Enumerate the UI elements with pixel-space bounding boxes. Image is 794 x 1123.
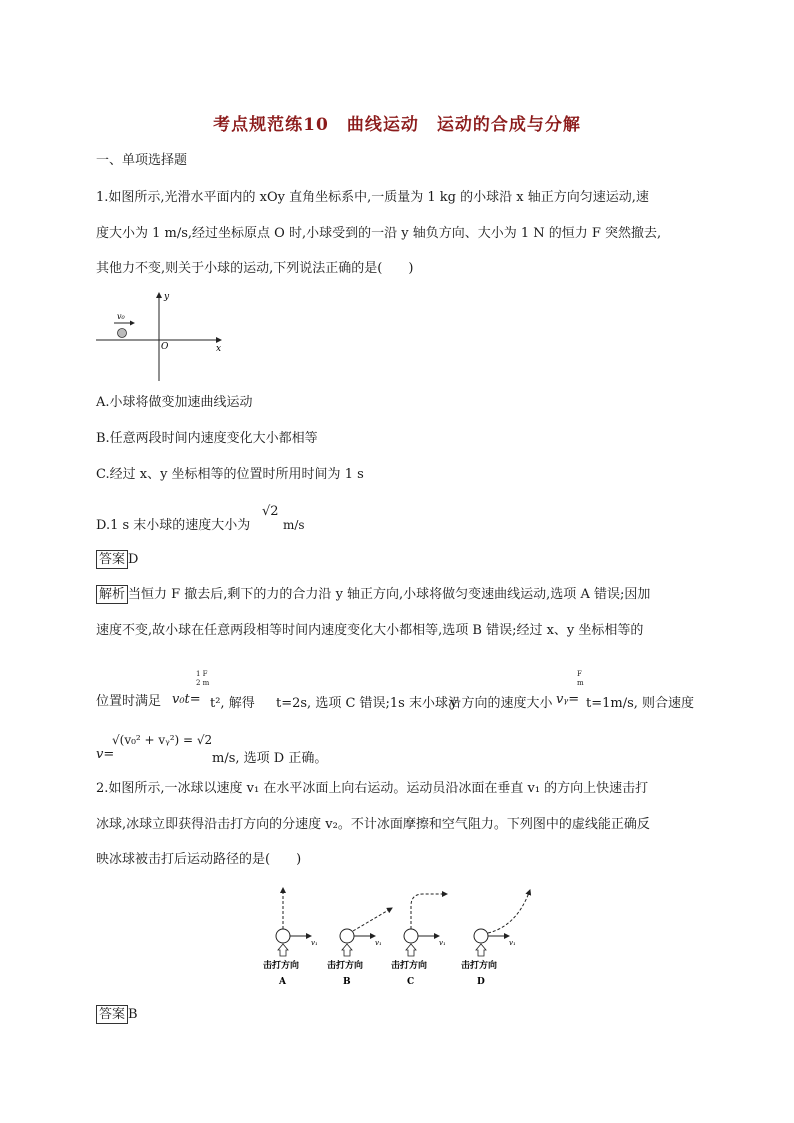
page-title: 考点规范练10 曲线运动 运动的合成与分解 xyxy=(213,115,581,135)
q1-analysis-line-4 xyxy=(96,745,114,765)
analysis-tag: 解析 xyxy=(96,585,128,604)
q2-option-d-diagram xyxy=(461,890,530,987)
q1-stem-line-3: 其他力不变,则关于小球的运动,下列说法正确的是( ) xyxy=(96,261,414,276)
v1-label-b: v₁ xyxy=(375,939,382,947)
eq-t2-solve: t², 解得 xyxy=(210,696,255,711)
answer-tag: 答案 xyxy=(96,550,128,569)
eq-vy-result: t=1m/s, 则合速度 xyxy=(586,696,695,711)
option-label-c: C xyxy=(407,977,415,987)
q1-option-d-unit: m/s xyxy=(283,518,305,532)
ball xyxy=(118,329,127,338)
hit-label-c: 击打方向 xyxy=(391,961,428,971)
q2-options-figure xyxy=(255,878,545,990)
option-label-b: B xyxy=(343,977,351,987)
hit-label-a: 击打方向 xyxy=(263,961,300,971)
x-label: x xyxy=(216,344,222,354)
x-axis-arrow xyxy=(216,337,222,343)
eq-v: v= xyxy=(96,747,115,762)
q1-answer xyxy=(96,550,138,570)
q2-stem-line-3: 映冰球被击打后运动路径的是( ) xyxy=(96,852,302,867)
q1-option-a: A.小球将做变加速曲线运动 xyxy=(96,395,253,410)
option-label-d: D xyxy=(477,977,485,987)
v0-label: v₀ xyxy=(117,312,125,321)
y-axis-arrow xyxy=(156,292,162,298)
v1-label-d: v₁ xyxy=(509,939,516,947)
eq-frac-1-bottom: 2 m xyxy=(196,679,210,687)
q2-answer xyxy=(96,1005,138,1025)
q1-option-d-text: D.1 s 末小球的速度大小为 xyxy=(96,518,251,533)
q1-option-b: B.任意两段时间内速度变化大小都相等 xyxy=(96,431,318,446)
q1-coordinate-figure xyxy=(92,285,232,385)
q2-option-a-diagram xyxy=(263,888,318,987)
q2-stem-line-1: 2.如图所示,一冰球以速度 v₁ 在水平冰面上向右运动。运动员沿冰面在垂直 v₁ 的方向上快速击打 xyxy=(96,781,649,796)
q1-stem-line-1: 1.如图所示,光滑水平面内的 xOy 直角坐标系中,一质量为 1 kg 的小球沿 x 轴正方向匀速运动,速 xyxy=(96,190,649,205)
v1-label-a: v₁ xyxy=(311,939,318,947)
analysis-text-3a: 位置时满足 xyxy=(96,694,162,709)
analysis-text-1: 当恒力 F 撤去后,剩下的力的合力沿 y 轴正方向,小球将做匀变速曲线运动,选项 A 错误;因加 xyxy=(128,587,651,602)
q1-analysis-line-3 xyxy=(96,692,161,712)
eq-frac-2-top: F xyxy=(577,670,582,678)
q1-analysis-line-2: 速度不变,故小球在任意两段相等时间内速度变化大小都相等,选项 B 错误;经过 x、y 坐标相等的 xyxy=(96,623,644,638)
eq-combined-result: m/s, 选项 D 正确。 xyxy=(212,751,328,766)
q1-option-d xyxy=(96,516,250,536)
q1-stem-line-2: 度大小为 1 m/s,经过坐标原点 O 时,小球受到的一沿 y 轴负方向、大小为 1 N 的恒力 F 突然撤去, xyxy=(96,226,662,241)
answer-value: B xyxy=(128,1007,138,1022)
q2-option-c-diagram xyxy=(391,894,447,987)
hit-label-d: 击打方向 xyxy=(461,961,498,971)
eq-combined-radical: √(v₀² + vᵧ²) = √2 xyxy=(112,733,213,747)
origin-label: O xyxy=(161,342,169,352)
q2-option-b-diagram xyxy=(327,908,392,987)
eq-vy: vᵧ= xyxy=(556,692,580,707)
eq-result-t: t=2s, 选项 C 错误;1s 末小球沿 xyxy=(276,696,461,711)
option-label-a: A xyxy=(279,977,286,987)
q1-analysis-line-1 xyxy=(96,585,650,605)
q1-option-c: C.经过 x、y 坐标相等的位置时所用时间为 1 s xyxy=(96,467,364,482)
section-heading: 一、单项选择题 xyxy=(96,153,188,168)
eq-frac-1-top: 1 F xyxy=(196,670,208,678)
answer-tag: 答案 xyxy=(96,1005,128,1024)
q1-option-d-radical: √2 xyxy=(262,504,279,519)
y-label: y xyxy=(164,292,170,302)
eq-v0t: v₀t= xyxy=(172,692,201,707)
v1-label-c: v₁ xyxy=(439,939,446,947)
answer-value: D xyxy=(128,552,139,567)
q2-stem-line-2: 冰球,冰球立即获得沿击打方向的分速度 v₂。不计冰面摩擦和空气阻力。下列图中的虚线能正确反 xyxy=(96,817,650,832)
eq-vy-text: y 方向的速度大小 xyxy=(450,696,553,711)
eq-frac-2-bottom: m xyxy=(577,679,584,687)
velocity-arrow-head xyxy=(130,321,135,326)
hit-label-b: 击打方向 xyxy=(327,961,364,971)
